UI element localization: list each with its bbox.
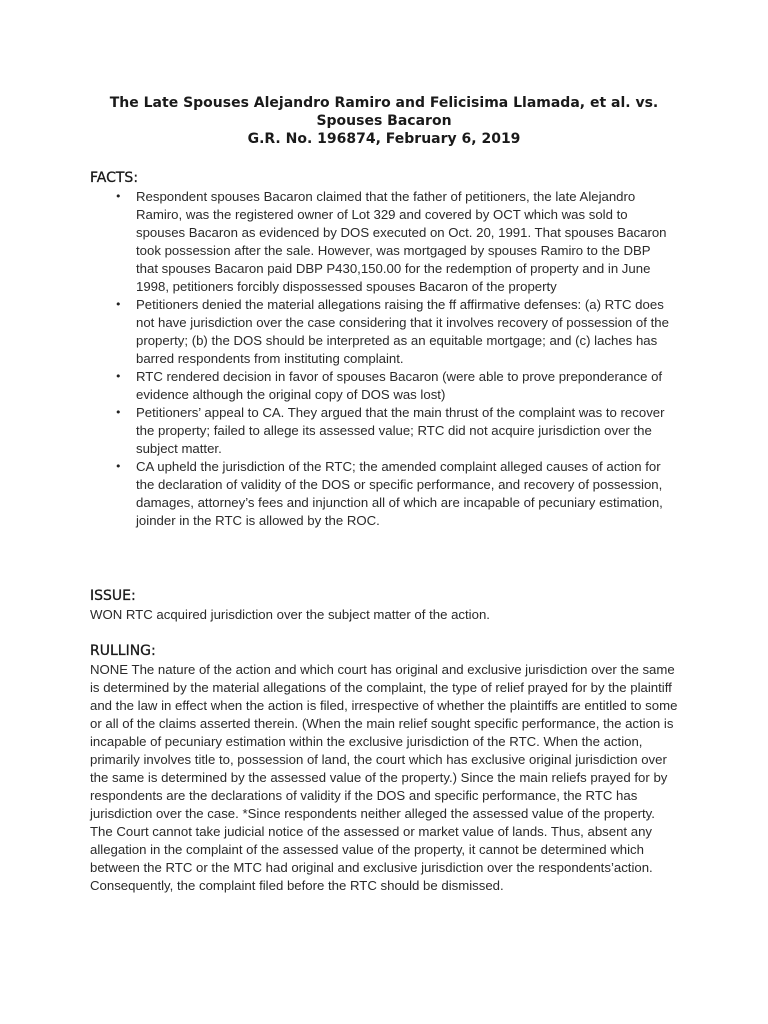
ruling-heading: RULLING: xyxy=(90,643,156,659)
issue-text: WON RTC acquired jurisdiction over the subject matter of the action. xyxy=(90,607,490,622)
fact-text: CA upheld the jurisdiction of the RTC; the amended complaint alleged causes of action for the declaration of validity of the DOS or specific performance, and recovery of possession, damages, attorney’s fees and injunction all of which are incapable of pecuniary estimation, joinder in the RTC is allowed by the ROC. xyxy=(136,459,663,528)
ruling-text: NONE The nature of the action and which court has original and exclusive jurisdiction over the same is determined by the material allegations of the complaint, the type of relief prayed for by the plaintiff and the law in effect when the action is filed, irrespective of whether the plaintiffs are entitled to some or all of the claims asserted therein. (When the main relief sought specific performance, the action is incapable of pecuniary estimation within the exclusive jurisdiction of the RTC. When the action, primarily involves title to, possession of land, the court which has exclusive original jurisdiction over the same is determined by the assessed value of the property.) Since the main reliefs prayed for by respondents are the declarations of validity if the DOS and specific performance, the RTC has jurisdiction over the case. *Since respondents neither alleged the assessed value of the property. The Court cannot take judicial notice of the assessed or market value of lands. Thus, absent any allegation in the complaint of the assessed value of the property, it cannot be determined which between the RTC or the MTC had original and exclusive jurisdiction over the respondents’action. Consequently, the complaint filed before the RTC should be dismissed. xyxy=(90,662,678,893)
fact-text: Respondent spouses Bacaron claimed that the father of petitioners, the late Alejandro Ramiro, was the registered owner of Lot 329 and covered by OCT which was sold to spouses Bacaron as evidenced by DOS executed on Oct. 20, 1991. That spouses Bacaron took possession after the sale. However, was mortgaged by spouses Ramiro to the DBP that spouses Bacaron paid DBP P430,150.00 for the redemption of property and in June 1998, petitioners forcibly dispossessed spouses Bacaron of the property xyxy=(136,189,667,294)
bullet-icon: • xyxy=(115,406,122,419)
facts-list xyxy=(90,188,675,530)
case-title-line-2: Spouses Bacaron xyxy=(316,113,452,129)
list-item xyxy=(90,368,675,404)
case-title xyxy=(60,94,708,148)
bullet-icon: • xyxy=(115,190,122,203)
facts-heading: FACTS: xyxy=(90,170,139,186)
list-item xyxy=(90,296,675,368)
case-citation: G.R. No. 196874, February 6, 2019 xyxy=(247,131,521,147)
fact-text: Petitioners’ appeal to CA. They argued that the main thrust of the complaint was to recover the property; failed to allege its assessed value; RTC did not acquire jurisdiction over the subject matter. xyxy=(136,405,665,456)
list-item xyxy=(90,458,675,530)
fact-text: RTC rendered decision in favor of spouses Bacaron (were able to prove preponderance of evidence although the original copy of DOS was lost) xyxy=(136,369,663,402)
list-item xyxy=(90,188,675,296)
list-item xyxy=(90,404,675,458)
bullet-icon: • xyxy=(115,298,122,311)
issue-heading: ISSUE: xyxy=(90,588,136,604)
bullet-icon: • xyxy=(115,370,122,383)
fact-text: Petitioners denied the material allegations raising the ff affirmative defenses: (a) RTC does not have jurisdiction over the case considering that it involves recovery of possession of the property; (b) the DOS should be interpreted as an equitable mortgage; and (c) laches has barred respondents from instituting complaint. xyxy=(136,297,669,366)
case-title-line-1: The Late Spouses Alejandro Ramiro and Felicisima Llamada, et al. vs. xyxy=(109,95,659,111)
bullet-icon: • xyxy=(115,460,122,473)
